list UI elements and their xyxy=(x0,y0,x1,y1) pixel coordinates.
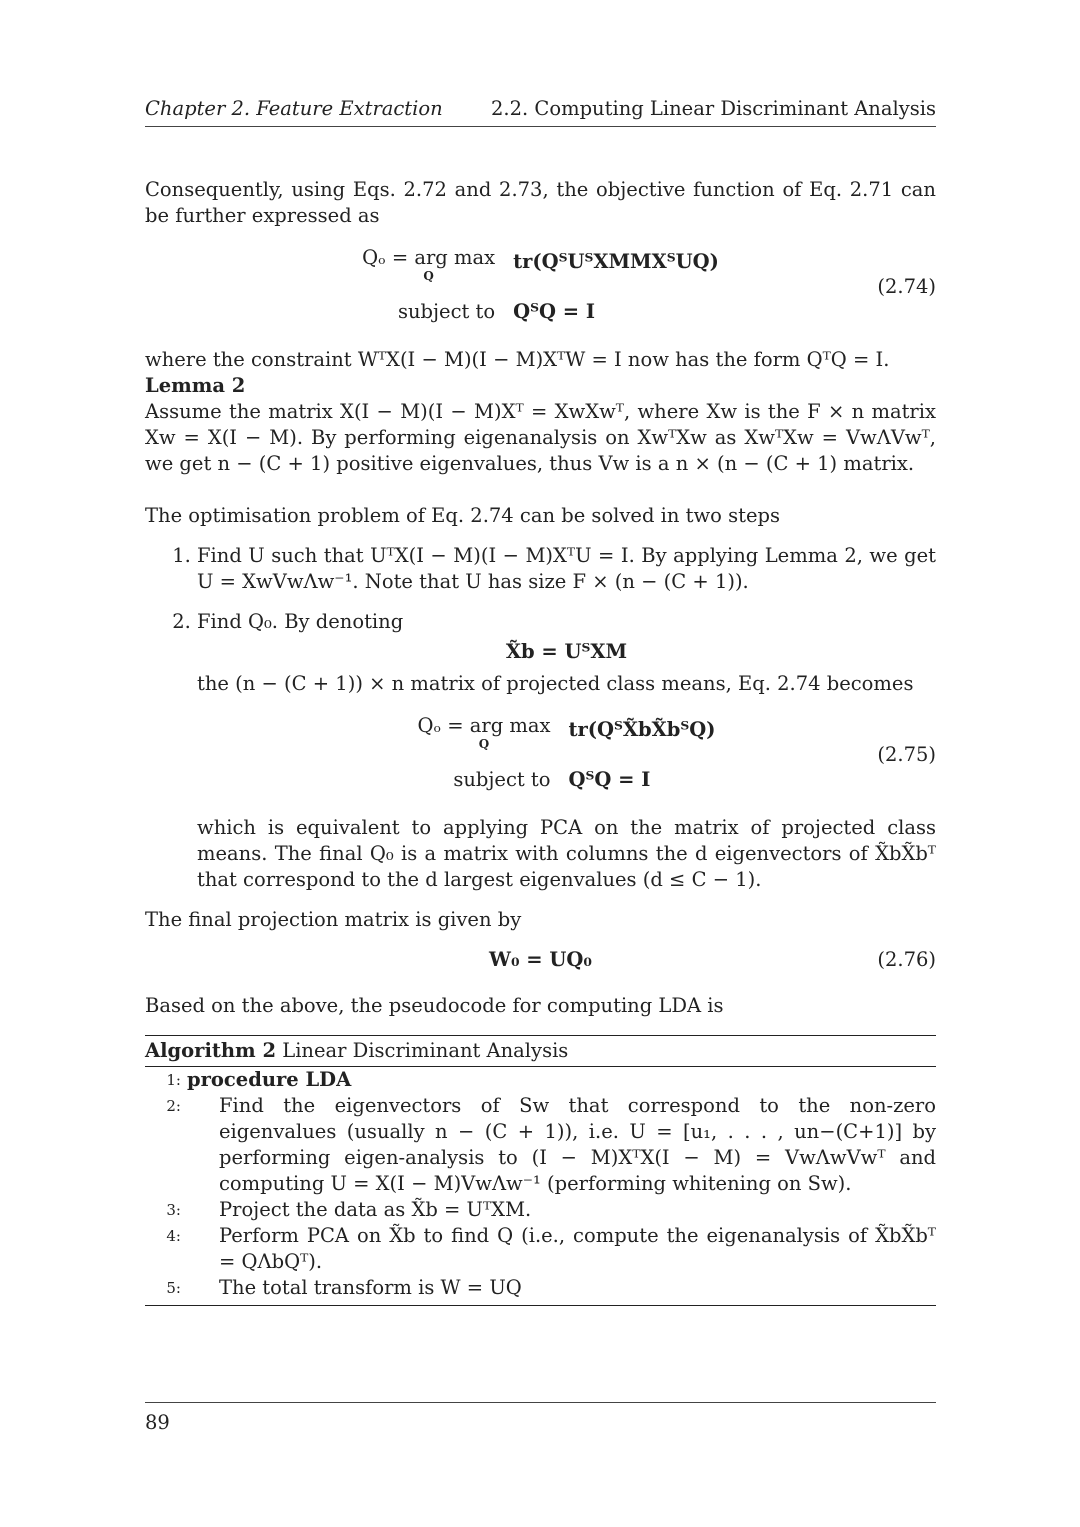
step2-equation: X̃b = UᵀXM xyxy=(505,640,628,663)
lemma-title: Lemma 2 xyxy=(145,374,246,397)
algorithm-line: 2: Find the eigenvectors of Sw that correspond to the non-zero eigenvalues (usually n − (C + 1)), i.e. U = [u₁, . . . , un−(C+1)] by performing eigen-analysis to (I − M)XᵀX(I − M) = VwΛwVwᵀ and computing U = X(I − M)VwΛw⁻¹ (performing whitening on Sw). xyxy=(166,1094,936,1195)
running-header xyxy=(145,96,936,127)
algorithm-line: 4: Perform PCA on X̃b to find Q (i.e., compute the eigenanalysis of X̃bX̃bᵀ = QΛbQᵀ). xyxy=(166,1224,936,1273)
steps-list xyxy=(145,543,936,893)
algorithm-line: 1: procedure LDA xyxy=(166,1068,352,1091)
equation-2-76 xyxy=(145,947,936,973)
intro-paragraph: Consequently, using Eqs. 2.72 and 2.73, the objective function of Eq. 2.71 can be further expressed as xyxy=(145,178,936,227)
eq275-number: (2.75) xyxy=(877,743,936,766)
eq274-constraint: QᵀQ = I xyxy=(513,300,595,323)
eq275-subject-label: subject to xyxy=(453,768,551,791)
page-number: 89 xyxy=(145,1411,170,1434)
pseudo-intro: Based on the above, the pseudocode for computing LDA is xyxy=(145,994,724,1017)
step2-tail: which is equivalent to applying PCA on the matrix of projected class means. The final Q₀ is a matrix with columns the d eigenvectors of X̃bX̃bᵀ that correspond to the d largest eigenvalues (d ≤ C − 1). xyxy=(197,816,936,891)
eq275-lhs: Qₒ = arg max Q xyxy=(417,714,551,751)
eq274-objective: tr(QᵀUᵀXMMXᵀUQ) xyxy=(513,250,719,273)
eq275-objective: tr(QᵀX̃bX̃bᵀQ) xyxy=(568,718,716,741)
algorithm-name: Linear Discriminant Analysis xyxy=(282,1039,569,1062)
step-1: 1. Find U such that UᵀX(I − M)(I − M)XᵀU = I. By applying Lemma 2, we get U = XwVwΛw⁻¹. Note that U has size F × (n − (C + 1)). xyxy=(197,543,936,595)
step-2 xyxy=(197,609,936,893)
lemma-text: Assume the matrix X(I − M)(I − M)Xᵀ = XwXwᵀ, where Xw is the F × n matrix Xw = X(I − M). By performing eigenanalysis on XwᵀXw as XwᵀXw = VwΛVwᵀ, we get n − (C + 1) positive eigenvalues, thus Vw is a n × (n − (C + 1) matrix. xyxy=(145,400,936,475)
equation-2-75 xyxy=(197,714,936,793)
eq275-constraint: QᵀQ = I xyxy=(568,768,651,791)
page-content xyxy=(145,96,936,1306)
eq274-lhs: Qₒ = arg max Q xyxy=(362,246,496,283)
eq276-equation: W₀ = UQ₀ xyxy=(489,948,592,971)
step2-after: the (n − (C + 1)) × n matrix of projected class means, Eq. 2.74 becomes xyxy=(197,672,914,695)
constraint-paragraph: where the constraint WᵀX(I − M)(I − M)XᵀW = I now has the form QᵀQ = I. xyxy=(145,348,890,371)
steps-intro: The optimisation problem of Eq. 2.74 can be solved in two steps xyxy=(145,504,780,527)
header-chapter: Chapter 2. Feature Extraction xyxy=(145,97,443,120)
final-intro: The final projection matrix is given by xyxy=(145,908,522,931)
algorithm-title xyxy=(145,1036,936,1067)
eq276-number: (2.76) xyxy=(877,948,936,971)
algorithm-line: 5: The total transform is W = UQ xyxy=(166,1276,522,1299)
equation-2-74 xyxy=(145,246,936,325)
page-footer xyxy=(145,1402,936,1434)
eq274-subject-label: subject to xyxy=(397,300,496,323)
algorithm-label: Algorithm 2 xyxy=(145,1039,277,1062)
step2-lead: Find Q₀. By denoting xyxy=(197,610,404,633)
eq274-number: (2.74) xyxy=(877,275,936,298)
header-section: 2.2. Computing Linear Discriminant Analysis xyxy=(491,97,936,120)
algorithm-line: 3: Project the data as X̃b = UᵀXM. xyxy=(166,1198,532,1221)
algorithm-box xyxy=(145,1035,936,1306)
